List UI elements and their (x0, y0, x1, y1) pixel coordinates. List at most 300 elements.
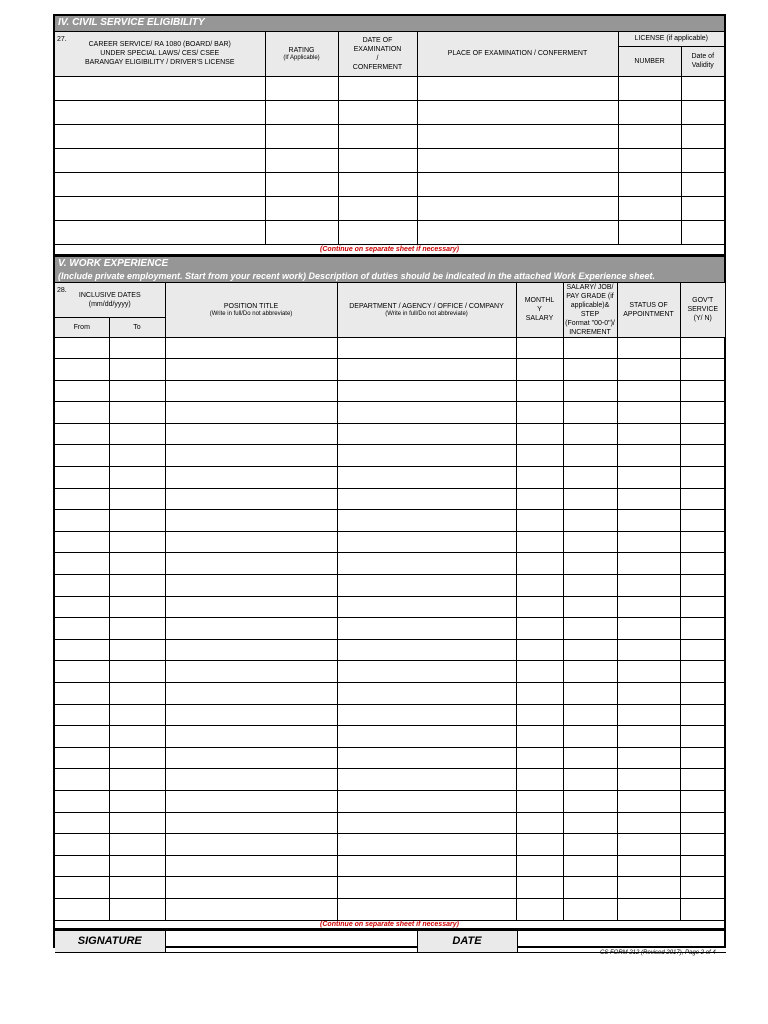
entry-cell[interactable] (417, 196, 618, 220)
entry-cell[interactable] (680, 553, 725, 575)
entry-cell[interactable] (516, 467, 563, 489)
entry-cell[interactable] (680, 855, 725, 877)
entry-cell[interactable] (55, 196, 265, 220)
entry-cell[interactable] (337, 380, 516, 402)
entry-cell[interactable] (338, 148, 417, 172)
entry-cell[interactable] (337, 747, 516, 769)
entry-cell[interactable] (516, 898, 563, 920)
entry-cell[interactable] (563, 661, 617, 683)
entry-cell[interactable] (563, 877, 617, 899)
entry-cell[interactable] (165, 898, 337, 920)
item-number-28: 28. (57, 286, 67, 294)
entry-cell[interactable] (680, 423, 725, 445)
entry-cell[interactable] (55, 337, 109, 359)
entry-cell[interactable] (55, 790, 109, 812)
entry-cell[interactable] (617, 855, 680, 877)
entry-cell[interactable] (55, 639, 109, 661)
entry-cell[interactable] (55, 855, 109, 877)
entry-cell[interactable] (563, 445, 617, 467)
entry-cell[interactable] (165, 812, 337, 834)
entry-cell[interactable] (516, 380, 563, 402)
entry-cell[interactable] (563, 359, 617, 381)
entry-cell[interactable] (109, 467, 165, 489)
work-experience-row (55, 445, 725, 467)
entry-cell[interactable] (337, 661, 516, 683)
entry-cell[interactable] (617, 790, 680, 812)
entry-cell[interactable] (55, 488, 109, 510)
license-header-label: LICENSE (if applicable) (634, 35, 709, 43)
entry-cell[interactable] (55, 76, 265, 100)
entry-cell[interactable] (109, 834, 165, 856)
grade-line1: SALARY/ JOB/ (566, 283, 614, 291)
entry-cell[interactable] (338, 220, 417, 244)
entry-cell[interactable] (337, 596, 516, 618)
entry-cell[interactable] (109, 359, 165, 381)
entry-cell[interactable] (563, 575, 617, 597)
civil-service-header-row (55, 32, 724, 46)
entry-cell[interactable] (165, 683, 337, 705)
salary-grade-header (563, 283, 617, 338)
entry-cell[interactable] (55, 726, 109, 748)
entry-cell[interactable] (165, 726, 337, 748)
entry-cell[interactable] (55, 220, 265, 244)
work-experience-row (55, 877, 725, 899)
position-title-header (165, 283, 337, 338)
grade-line5: INCREMENT (569, 328, 611, 336)
entry-cell[interactable] (337, 726, 516, 748)
section-v-title: V. WORK EXPERIENCE (58, 257, 169, 269)
entry-cell[interactable] (563, 488, 617, 510)
entry-cell[interactable] (55, 100, 265, 124)
entry-cell[interactable] (55, 618, 109, 640)
entry-cell[interactable] (55, 834, 109, 856)
entry-cell[interactable] (563, 380, 617, 402)
entry-cell[interactable] (55, 148, 265, 172)
entry-cell[interactable] (563, 790, 617, 812)
entry-cell[interactable] (265, 76, 338, 100)
entry-cell[interactable] (563, 423, 617, 445)
entry-cell[interactable] (516, 445, 563, 467)
entry-cell[interactable] (563, 769, 617, 791)
work-experience-row (55, 639, 725, 661)
rating-header (265, 32, 338, 76)
entry-cell[interactable] (165, 380, 337, 402)
entry-cell[interactable] (337, 898, 516, 920)
career-service-header (55, 32, 265, 76)
entry-cell[interactable] (617, 380, 680, 402)
entry-cell[interactable] (516, 747, 563, 769)
entry-cell[interactable] (109, 769, 165, 791)
entry-cell[interactable] (680, 531, 725, 553)
entry-cell[interactable] (109, 812, 165, 834)
entry-cell[interactable] (109, 380, 165, 402)
date-header-line1: DATE OF (362, 36, 393, 44)
entry-cell[interactable] (617, 402, 680, 424)
entry-cell[interactable] (109, 596, 165, 618)
entry-cell[interactable] (338, 172, 417, 196)
career-header-line2: UNDER SPECIAL LAWS/ CES/ CSEE (100, 50, 220, 58)
entry-cell[interactable] (109, 510, 165, 532)
entry-cell[interactable] (165, 618, 337, 640)
entry-cell[interactable] (563, 618, 617, 640)
entry-cell[interactable] (516, 618, 563, 640)
entry-cell[interactable] (337, 769, 516, 791)
entry-cell[interactable] (109, 337, 165, 359)
dates-header-label: INCLUSIVE DATES (78, 291, 141, 299)
entry-cell[interactable] (681, 148, 724, 172)
entry-cell[interactable] (55, 747, 109, 769)
entry-cell[interactable] (165, 769, 337, 791)
entry-cell[interactable] (680, 510, 725, 532)
entry-cell[interactable] (617, 510, 680, 532)
entry-cell[interactable] (680, 575, 725, 597)
entry-cell[interactable] (337, 812, 516, 834)
entry-cell[interactable] (165, 402, 337, 424)
entry-cell[interactable] (680, 877, 725, 899)
eligibility-row (55, 172, 724, 196)
entry-cell[interactable] (563, 683, 617, 705)
date-header-line3: / (376, 54, 379, 62)
work-experience-row (55, 898, 725, 920)
entry-cell[interactable] (109, 531, 165, 553)
entry-cell[interactable] (337, 575, 516, 597)
entry-cell[interactable] (680, 467, 725, 489)
entry-cell[interactable] (55, 445, 109, 467)
entry-cell[interactable] (617, 639, 680, 661)
entry-cell[interactable] (55, 812, 109, 834)
entry-cell[interactable] (516, 510, 563, 532)
entry-cell[interactable] (617, 553, 680, 575)
entry-cell[interactable] (265, 124, 338, 148)
entry-cell[interactable] (109, 402, 165, 424)
item-number-27: 27. (57, 36, 67, 43)
entry-cell[interactable] (55, 877, 109, 899)
entry-cell[interactable] (338, 100, 417, 124)
entry-cell[interactable] (165, 855, 337, 877)
entry-cell[interactable] (516, 596, 563, 618)
entry-cell[interactable] (516, 423, 563, 445)
section-iv-title: IV. CIVIL SERVICE ELIGIBILITY (58, 17, 205, 28)
entry-cell[interactable] (617, 531, 680, 553)
entry-cell[interactable] (617, 467, 680, 489)
entry-cell[interactable] (680, 596, 725, 618)
entry-cell[interactable] (337, 683, 516, 705)
entry-cell[interactable] (55, 124, 265, 148)
entry-cell[interactable] (109, 747, 165, 769)
entry-cell[interactable] (55, 402, 109, 424)
work-continue-note: (Continue on separate sheet if necessary) (55, 921, 724, 931)
entry-cell[interactable] (55, 596, 109, 618)
entry-cell[interactable] (165, 423, 337, 445)
entry-cell[interactable] (617, 661, 680, 683)
entry-cell[interactable] (265, 196, 338, 220)
entry-cell[interactable] (337, 467, 516, 489)
entry-cell[interactable] (516, 790, 563, 812)
entry-cell[interactable] (337, 877, 516, 899)
civil-service-continue-note: (Continue on separate sheet if necessary) (55, 245, 724, 257)
entry-cell[interactable] (417, 220, 618, 244)
entry-cell[interactable] (265, 220, 338, 244)
entry-cell[interactable] (516, 639, 563, 661)
work-experience-row (55, 834, 725, 856)
entry-cell[interactable] (516, 359, 563, 381)
entry-cell[interactable] (338, 196, 417, 220)
work-experience-row (55, 596, 725, 618)
entry-cell[interactable] (337, 445, 516, 467)
entry-cell[interactable] (109, 575, 165, 597)
entry-cell[interactable] (680, 898, 725, 920)
work-experience-row (55, 618, 725, 640)
entry-cell[interactable] (55, 467, 109, 489)
entry-cell[interactable] (165, 661, 337, 683)
entry-cell[interactable] (563, 834, 617, 856)
entry-cell[interactable] (165, 337, 337, 359)
entry-cell[interactable] (618, 172, 681, 196)
entry-cell[interactable] (165, 445, 337, 467)
entry-cell[interactable] (563, 747, 617, 769)
entry-cell[interactable] (109, 423, 165, 445)
dates-header-sub: (mm/dd/yyyy) (88, 300, 131, 308)
entry-cell[interactable] (165, 747, 337, 769)
eligibility-row (55, 76, 724, 100)
entry-cell[interactable] (338, 76, 417, 100)
date-header-line2: EXAMINATION (353, 45, 402, 53)
entry-cell[interactable] (165, 467, 337, 489)
entry-cell[interactable] (617, 747, 680, 769)
entry-cell[interactable] (618, 196, 681, 220)
entry-cell[interactable] (680, 337, 725, 359)
entry-cell[interactable] (680, 445, 725, 467)
entry-cell[interactable] (516, 488, 563, 510)
entry-cell[interactable] (109, 704, 165, 726)
entry-cell[interactable] (338, 124, 417, 148)
entry-cell[interactable] (681, 172, 724, 196)
entry-cell[interactable] (563, 898, 617, 920)
entry-cell[interactable] (516, 337, 563, 359)
signature-field[interactable] (165, 931, 417, 953)
entry-cell[interactable] (109, 855, 165, 877)
entry-cell[interactable] (55, 423, 109, 445)
entry-cell[interactable] (109, 726, 165, 748)
entry-cell[interactable] (516, 704, 563, 726)
entry-cell[interactable] (680, 747, 725, 769)
entry-cell[interactable] (55, 898, 109, 920)
entry-cell[interactable] (680, 661, 725, 683)
entry-cell[interactable] (265, 100, 338, 124)
entry-cell[interactable] (563, 467, 617, 489)
entry-cell[interactable] (516, 877, 563, 899)
entry-cell[interactable] (337, 618, 516, 640)
entry-cell[interactable] (165, 488, 337, 510)
entry-cell[interactable] (617, 898, 680, 920)
entry-cell[interactable] (680, 618, 725, 640)
entry-cell[interactable] (165, 510, 337, 532)
entry-cell[interactable] (337, 639, 516, 661)
entry-cell[interactable] (417, 124, 618, 148)
entry-cell[interactable] (165, 877, 337, 899)
entry-cell[interactable] (55, 683, 109, 705)
entry-cell[interactable] (109, 661, 165, 683)
work-experience-row (55, 575, 725, 597)
entry-cell[interactable] (563, 812, 617, 834)
entry-cell[interactable] (516, 834, 563, 856)
entry-cell[interactable] (618, 76, 681, 100)
entry-cell[interactable] (618, 148, 681, 172)
entry-cell[interactable] (680, 834, 725, 856)
entry-cell[interactable] (417, 172, 618, 196)
entry-cell[interactable] (617, 596, 680, 618)
entry-cell[interactable] (55, 661, 109, 683)
entry-cell[interactable] (516, 661, 563, 683)
work-header-row (55, 283, 725, 318)
entry-cell[interactable] (55, 553, 109, 575)
work-experience-row (55, 467, 725, 489)
entry-cell[interactable] (617, 359, 680, 381)
entry-cell[interactable] (109, 790, 165, 812)
entry-cell[interactable] (109, 553, 165, 575)
entry-cell[interactable] (109, 898, 165, 920)
entry-cell[interactable] (617, 726, 680, 748)
entry-cell[interactable] (680, 683, 725, 705)
entry-cell[interactable] (417, 100, 618, 124)
entry-cell[interactable] (618, 220, 681, 244)
entry-cell[interactable] (516, 683, 563, 705)
entry-cell[interactable] (516, 726, 563, 748)
entry-cell[interactable] (680, 704, 725, 726)
entry-cell[interactable] (617, 877, 680, 899)
work-experience-row (55, 661, 725, 683)
department-header-sub: (Write in full/Do not abbreviate) (385, 310, 468, 317)
entry-cell[interactable] (165, 596, 337, 618)
entry-cell[interactable] (563, 402, 617, 424)
entry-cell[interactable] (516, 402, 563, 424)
entry-cell[interactable] (55, 769, 109, 791)
entry-cell[interactable] (680, 488, 725, 510)
entry-cell[interactable] (617, 683, 680, 705)
entry-cell[interactable] (165, 575, 337, 597)
entry-cell[interactable] (617, 618, 680, 640)
entry-cell[interactable] (165, 359, 337, 381)
entry-cell[interactable] (265, 148, 338, 172)
entry-cell[interactable] (417, 76, 618, 100)
entry-cell[interactable] (516, 812, 563, 834)
entry-cell[interactable] (55, 172, 265, 196)
entry-cell[interactable] (563, 510, 617, 532)
entry-cell[interactable] (337, 834, 516, 856)
entry-cell[interactable] (165, 553, 337, 575)
entry-cell[interactable] (55, 531, 109, 553)
entry-cell[interactable] (618, 124, 681, 148)
entry-cell[interactable] (165, 790, 337, 812)
entry-cell[interactable] (337, 704, 516, 726)
entry-cell[interactable] (681, 76, 724, 100)
entry-cell[interactable] (165, 639, 337, 661)
section-v-subtitle: (Include private employment. Start from your recent work) Description of duties should be indicated in the attached Work Experience sheet. (58, 270, 655, 281)
entry-cell[interactable] (55, 510, 109, 532)
entry-cell[interactable] (681, 220, 724, 244)
entry-cell[interactable] (165, 834, 337, 856)
entry-cell[interactable] (617, 834, 680, 856)
entry-cell[interactable] (516, 575, 563, 597)
entry-cell[interactable] (55, 704, 109, 726)
entry-cell[interactable] (109, 488, 165, 510)
entry-cell[interactable] (617, 337, 680, 359)
entry-cell[interactable] (55, 359, 109, 381)
entry-cell[interactable] (516, 531, 563, 553)
work-experience-row (55, 423, 725, 445)
entry-cell[interactable] (109, 877, 165, 899)
entry-cell[interactable] (617, 704, 680, 726)
entry-cell[interactable] (417, 148, 618, 172)
entry-cell[interactable] (680, 812, 725, 834)
entry-cell[interactable] (563, 704, 617, 726)
entry-cell[interactable] (55, 380, 109, 402)
entry-cell[interactable] (680, 726, 725, 748)
entry-cell[interactable] (337, 402, 516, 424)
entry-cell[interactable] (563, 726, 617, 748)
entry-cell[interactable] (516, 855, 563, 877)
entry-cell[interactable] (337, 359, 516, 381)
entry-cell[interactable] (617, 445, 680, 467)
entry-cell[interactable] (563, 855, 617, 877)
to-header (109, 317, 165, 337)
entry-cell[interactable] (563, 553, 617, 575)
entry-cell[interactable] (617, 488, 680, 510)
entry-cell[interactable] (680, 769, 725, 791)
entry-cell[interactable] (563, 639, 617, 661)
entry-cell[interactable] (337, 790, 516, 812)
entry-cell[interactable] (617, 769, 680, 791)
entry-cell[interactable] (337, 488, 516, 510)
entry-cell[interactable] (165, 704, 337, 726)
entry-cell[interactable] (617, 812, 680, 834)
entry-cell[interactable] (681, 100, 724, 124)
work-experience-row (55, 683, 725, 705)
entry-cell[interactable] (617, 575, 680, 597)
entry-cell[interactable] (109, 683, 165, 705)
entry-cell[interactable] (516, 553, 563, 575)
entry-cell[interactable] (563, 531, 617, 553)
entry-cell[interactable] (563, 337, 617, 359)
entry-cell[interactable] (617, 423, 680, 445)
entry-cell[interactable] (681, 196, 724, 220)
entry-cell[interactable] (680, 380, 725, 402)
entry-cell[interactable] (337, 510, 516, 532)
entry-cell[interactable] (680, 402, 725, 424)
entry-cell[interactable] (516, 769, 563, 791)
entry-cell[interactable] (337, 855, 516, 877)
entry-cell[interactable] (680, 639, 725, 661)
work-experience-row (55, 488, 725, 510)
entry-cell[interactable] (165, 531, 337, 553)
entry-cell[interactable] (563, 596, 617, 618)
entry-cell[interactable] (337, 531, 516, 553)
work-experience-table (55, 283, 725, 921)
entry-cell[interactable] (55, 575, 109, 597)
entry-cell[interactable] (337, 423, 516, 445)
entry-cell[interactable] (337, 337, 516, 359)
entry-cell[interactable] (618, 100, 681, 124)
entry-cell[interactable] (109, 639, 165, 661)
entry-cell[interactable] (680, 790, 725, 812)
entry-cell[interactable] (109, 445, 165, 467)
entry-cell[interactable] (337, 553, 516, 575)
pds-form-page (53, 14, 726, 948)
entry-cell[interactable] (681, 124, 724, 148)
entry-cell[interactable] (265, 172, 338, 196)
entry-cell[interactable] (680, 359, 725, 381)
entry-cell[interactable] (109, 618, 165, 640)
